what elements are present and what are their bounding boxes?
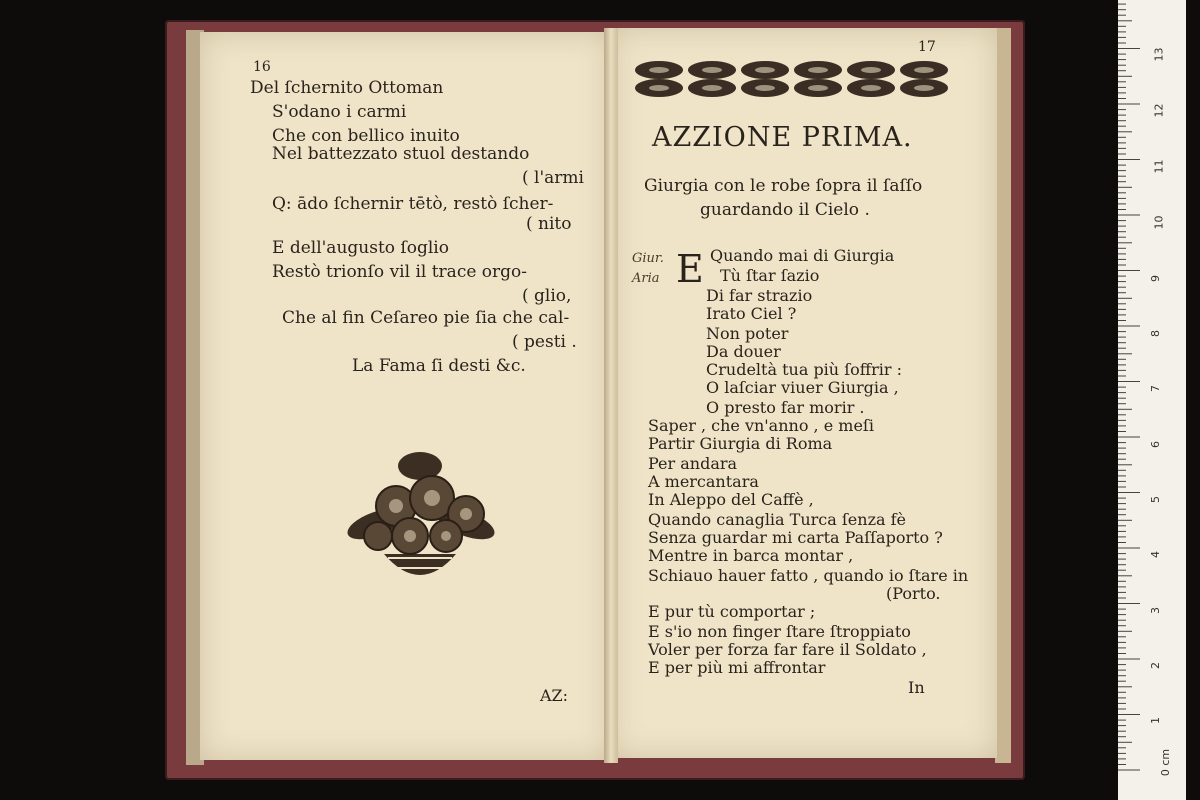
ruler-ticks xyxy=(1118,0,1186,800)
page-edges-right xyxy=(995,28,1011,763)
text-line: ( l'armi xyxy=(522,168,584,188)
text-line: Schiauo hauer fatto , quando io ſtare in xyxy=(648,566,969,585)
ruler-number: 8 xyxy=(1149,330,1162,337)
stage-direction: guardando il Cielo . xyxy=(700,200,870,220)
text-line: Non poter xyxy=(706,324,789,343)
text-line: Restò trionſo vil il trace orgo- xyxy=(272,262,528,282)
text-line: Tù ſtar ſazio xyxy=(720,266,820,285)
text-line: ( pesti . xyxy=(512,332,577,352)
text-line: Q: ādo ſchernir tētò, restò ſcher- xyxy=(272,194,554,214)
ruler-number: 7 xyxy=(1149,385,1162,392)
text-line: La Fama ſi desti &c. xyxy=(352,356,526,376)
catchword-right: In xyxy=(908,678,925,697)
text-line: Partir Giurgia di Roma xyxy=(648,434,833,453)
ruler-number: 10 xyxy=(1152,215,1166,230)
catchword-left: AZ: xyxy=(540,686,569,705)
speaker-label: Giur. xyxy=(632,251,664,266)
ruler-number: 13 xyxy=(1152,47,1166,62)
decorative-ornament-band xyxy=(632,56,954,102)
text-line: E dell'augusto ſoglio xyxy=(272,238,449,258)
text-line: ( glio, xyxy=(522,286,572,306)
flower-basket-illustration xyxy=(316,436,524,596)
ruler-number: 4 xyxy=(1149,551,1162,558)
text-line: Che con bellico inuito xyxy=(272,126,460,146)
section-heading: AZZIONE PRIMA. xyxy=(652,122,913,153)
ruler-number: 3 xyxy=(1149,607,1162,614)
text-line: A mercantara xyxy=(648,472,759,491)
text-line: Da douer xyxy=(706,342,781,361)
ruler-number: 2 xyxy=(1149,662,1162,669)
text-line: (Porto. xyxy=(886,584,941,603)
text-line: In Aleppo del Caffè , xyxy=(648,490,814,509)
text-line: Quando mai di Giurgia xyxy=(710,246,895,265)
text-line: O presto far morir . xyxy=(706,398,865,417)
text-line: ( nito xyxy=(526,214,572,234)
ruler-number: 1 xyxy=(1149,717,1162,724)
text-line: E s'io non finger ſtare ſtroppiato xyxy=(648,622,911,641)
ruler-number: 9 xyxy=(1149,275,1162,282)
text-line: S'odano i carmi xyxy=(272,102,407,122)
text-line: Per andara xyxy=(648,454,738,473)
speaker-label: Aria xyxy=(632,271,660,286)
text-line: Che al fin Ceſareo pie ſia che cal- xyxy=(282,308,570,328)
text-line: E pur tù comportar ; xyxy=(648,602,816,621)
text-line: Di far strazio xyxy=(706,286,813,305)
book-gutter xyxy=(604,28,618,763)
stage-direction: Giurgia con le robe ſopra il ſaſſo xyxy=(644,176,923,196)
ruler-number: 12 xyxy=(1152,103,1166,118)
page-number-left: 16 xyxy=(253,59,271,75)
ruler-unit-label: 0 cm xyxy=(1159,748,1173,777)
text-line: Saper , che vn'anno , e meſi xyxy=(648,416,874,435)
text-line: O laſciar viuer Giurgia , xyxy=(706,378,899,397)
ruler-number: 5 xyxy=(1149,496,1162,503)
page-number-right: 17 xyxy=(918,39,936,55)
text-line: E per più mi affrontar xyxy=(648,658,826,677)
text-line: Crudeltà tua più ſoffrir : xyxy=(706,360,902,379)
ruler-number: 6 xyxy=(1149,441,1162,448)
text-line: Quando canaglia Turca ſenza fè xyxy=(648,510,907,529)
text-line: Voler per forza far fare il Soldato , xyxy=(648,640,927,659)
text-line: Nel battezzato stuol destando xyxy=(272,144,530,164)
text-line: Senza guardar mi carta Paſſaporto ? xyxy=(648,528,943,547)
ruler-number: 11 xyxy=(1152,159,1166,174)
text-line: Irato Ciel ? xyxy=(706,304,797,323)
measurement-ruler xyxy=(1118,0,1186,800)
initial-letter: E xyxy=(676,247,704,291)
text-line: Mentre in barca montar , xyxy=(648,546,854,565)
text-line: Del ſchernito Ottoman xyxy=(250,78,444,98)
